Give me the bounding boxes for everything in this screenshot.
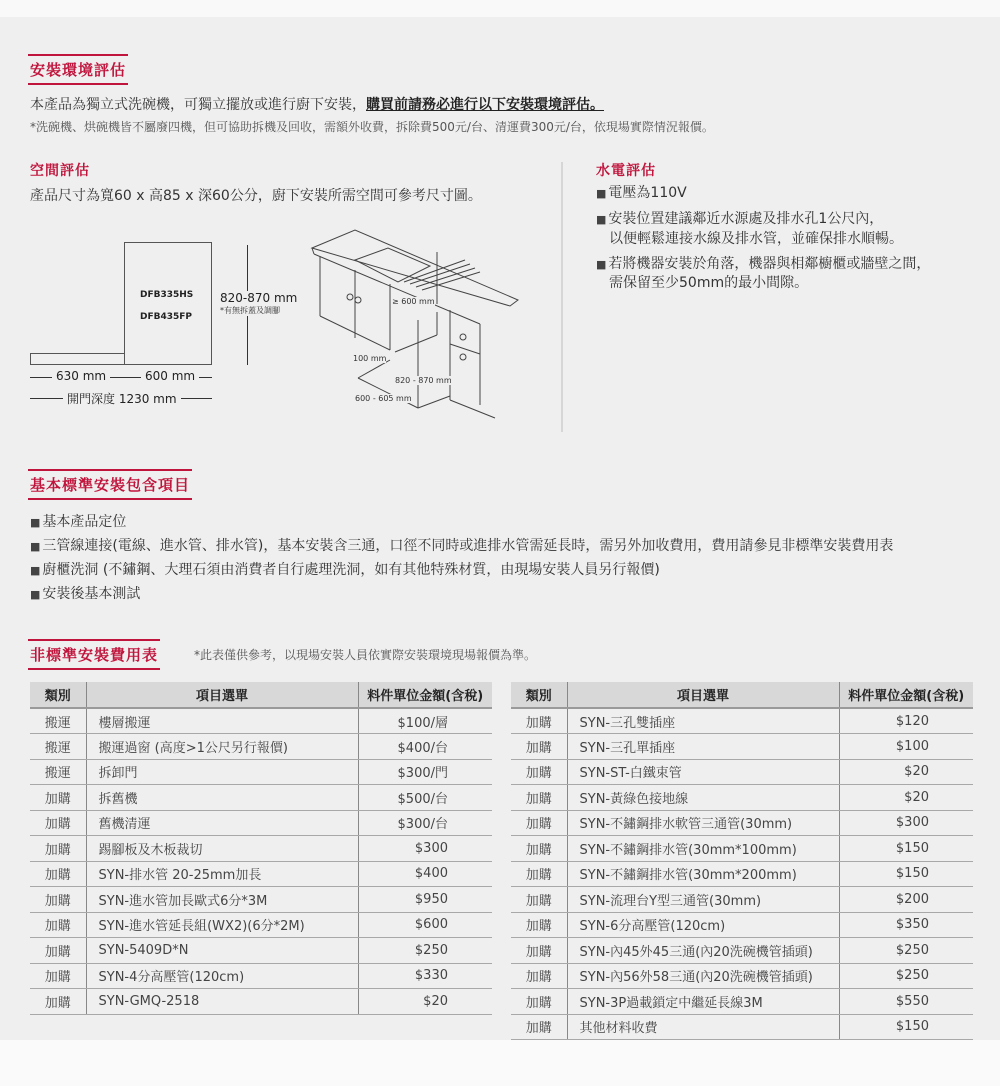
cell-item: SYN-不鏽鋼排水管(30mm*200mm) <box>567 861 839 887</box>
power-item-corner: ■ 若將機器安裝於角落，機器與相鄰櫥櫃或牆壁之間， <box>596 255 930 274</box>
fee-table-note: *此表僅供參考，以現場安裝人員依實際安裝環境現場報價為準。 <box>194 648 537 662</box>
cell-price: $100 <box>839 734 973 760</box>
table-row <box>511 989 973 1015</box>
door-open-shape <box>30 353 125 365</box>
cell-item: 搬運過窗 (高度>1公尺另行報價) <box>86 734 358 760</box>
section-title-standard-install: 基本標準安裝包含項目 <box>28 469 192 500</box>
cell-category: 加購 <box>511 734 567 760</box>
standard-item-positioning: ■ 基本產品定位 <box>30 513 126 532</box>
cell-item: 拆舊機 <box>86 785 358 811</box>
table-row <box>511 887 973 913</box>
cell-price: $400 <box>358 861 492 887</box>
cell-category: 加購 <box>30 810 86 836</box>
cell-category: 加購 <box>511 785 567 811</box>
table-header-row <box>511 682 973 708</box>
cell-item: SYN-三孔雙插座 <box>567 708 839 734</box>
cell-category: 搬運 <box>30 759 86 785</box>
table-row <box>30 785 492 811</box>
table-row <box>511 912 973 938</box>
bottom-area <box>0 1040 1000 1086</box>
cell-price: $500/台 <box>358 785 492 811</box>
table-row <box>30 938 492 964</box>
power-item-corner-cont: 需保留至少50mm的最小間隙。 <box>609 275 809 291</box>
table-row <box>511 836 973 862</box>
section-title-fee-table: 非標準安裝費用表 <box>28 639 160 670</box>
cell-price: $400/台 <box>358 734 492 760</box>
cell-item: SYN-排水管 20-25mm加長 <box>86 861 358 887</box>
table-row <box>30 734 492 760</box>
column-divider <box>561 162 563 432</box>
cell-category: 加購 <box>511 887 567 913</box>
cell-item: SYN-4分高壓管(120cm) <box>86 963 358 989</box>
cell-item: 其他材料收費 <box>567 1014 839 1040</box>
cell-price: $250 <box>839 963 973 989</box>
cell-category: 加購 <box>511 963 567 989</box>
intro-bold: 購買前請務必進行以下安裝環境評估。 <box>366 97 604 113</box>
cell-category: 加購 <box>30 785 86 811</box>
cell-category: 加購 <box>511 938 567 964</box>
table-row <box>511 963 973 989</box>
cell-price: $300 <box>358 836 492 862</box>
table-row <box>30 989 492 1015</box>
cell-price: $250 <box>839 938 973 964</box>
cell-category: 加購 <box>511 836 567 862</box>
table-row <box>511 708 973 734</box>
open-depth-dim: 開門深度 1230 mm <box>63 390 181 407</box>
cell-category: 加購 <box>30 836 86 862</box>
cell-item: SYN-3P過載鎖定中繼延長線3M <box>567 989 839 1015</box>
cell-category: 加購 <box>511 810 567 836</box>
standard-item-pipes: ■ 三管線連接(電線、進水管、排水管)，基本安裝含三通，口徑不同時或進排水管需延長時，需另外加收費用，費用請參見非標準安裝費用表 <box>30 537 893 556</box>
fee-table-left <box>30 682 492 1015</box>
power-eval-title: 水電評估 <box>596 163 656 179</box>
cell-category: 加購 <box>511 912 567 938</box>
cell-price: $550 <box>839 989 973 1015</box>
cell-category: 加購 <box>511 708 567 734</box>
height-note: *有無拆蓋及調腳 <box>220 306 280 315</box>
cell-item: SYN-內56外58三通(內20洗碗機管插頭) <box>567 963 839 989</box>
table-row <box>30 759 492 785</box>
cell-category: 加購 <box>511 989 567 1015</box>
cabinet-height-dim: 820 - 870 mm <box>395 376 452 385</box>
cell-price: $20 <box>358 989 492 1015</box>
cell-item: 舊機清運 <box>86 810 358 836</box>
table-row <box>511 810 973 836</box>
cabinet-width-dim: ≥ 600 mm <box>392 297 435 306</box>
cell-price: $20 <box>839 785 973 811</box>
standard-item-testing: ■ 安裝後基本測試 <box>30 585 140 604</box>
cell-price: $300 <box>839 810 973 836</box>
table-row <box>30 810 492 836</box>
cell-price: $120 <box>839 708 973 734</box>
table-row <box>30 708 492 734</box>
col-header-item: 項目選單 <box>567 682 839 708</box>
cell-item: SYN-5409D*N <box>86 938 358 964</box>
col-header-item: 項目選單 <box>86 682 358 708</box>
cell-category: 加購 <box>511 861 567 887</box>
cell-item: SYN-6分高壓管(120cm) <box>567 912 839 938</box>
table-row <box>511 1014 973 1040</box>
table-row <box>511 759 973 785</box>
table-row <box>511 938 973 964</box>
col-header-category: 類別 <box>511 682 567 708</box>
cell-item: 樓層搬運 <box>86 708 358 734</box>
intro-normal: 本產品為獨立式洗碗機，可獨立擺放或進行廚下安裝， <box>30 97 366 113</box>
recycle-note: *洗碗機、烘碗機皆不屬廢四機，但可協助拆機及回收，需額外收費，拆除費500元/台、清運費300元/台，依現場實際情況報價。 <box>30 120 714 134</box>
standard-item-cabinet-hole: ■ 廚櫃洗洞 (不鏽鋼、大理石須由消費者自行處理洗洞，如有其他特殊材質，由現場安裝人員另行報價) <box>30 561 660 580</box>
section-title-install-env: 安裝環境評估 <box>28 54 128 85</box>
cell-price: $950 <box>358 887 492 913</box>
cell-category: 加購 <box>511 1014 567 1040</box>
power-item-location: ■ 安裝位置建議鄰近水源處及排水孔1公尺內， <box>596 210 883 229</box>
cell-price: $200 <box>839 887 973 913</box>
cabinet-depth-dim: 600 - 605 mm <box>355 394 412 403</box>
cell-item: 拆卸門 <box>86 759 358 785</box>
table-header-row <box>30 682 492 708</box>
cell-price: $300/台 <box>358 810 492 836</box>
top-bar <box>0 0 1000 17</box>
col-header-price: 料件單位金額(含稅) <box>358 682 492 708</box>
table-row <box>30 963 492 989</box>
col-header-price: 料件單位金額(含稅) <box>839 682 973 708</box>
cell-price: $150 <box>839 836 973 862</box>
cell-item: SYN-黃綠色接地線 <box>567 785 839 811</box>
cell-price: $150 <box>839 1014 973 1040</box>
cell-price: $330 <box>358 963 492 989</box>
cell-price: $100/層 <box>358 708 492 734</box>
fee-table-right <box>511 682 973 1040</box>
cell-price: $150 <box>839 861 973 887</box>
model-label-2: DFB435FP <box>140 312 193 322</box>
cell-item: SYN-不鏽鋼排水軟管三通管(30mm) <box>567 810 839 836</box>
dishwasher-box <box>124 242 212 365</box>
table-row <box>30 887 492 913</box>
cell-category: 搬運 <box>30 734 86 760</box>
cell-category: 加購 <box>30 938 86 964</box>
cell-item: SYN-GMQ-2518 <box>86 989 358 1015</box>
cell-item: SYN-進水管延長組(WX2)(6分*2M) <box>86 912 358 938</box>
cell-item: SYN-不鏽鋼排水管(30mm*100mm) <box>567 836 839 862</box>
intro-text <box>30 96 604 114</box>
cell-item: SYN-流理台Y型三通管(30mm) <box>567 887 839 913</box>
cell-item: SYN-內45外45三通(內20洗碗機管插頭) <box>567 938 839 964</box>
cell-category: 加購 <box>30 963 86 989</box>
power-item-voltage: ■ 電壓為110V <box>596 184 687 203</box>
cell-category: 搬運 <box>30 708 86 734</box>
cell-item: SYN-進水管加長歐式6分*3M <box>86 887 358 913</box>
cell-item: 踢腳板及木板裁切 <box>86 836 358 862</box>
col-header-category: 類別 <box>30 682 86 708</box>
table-row <box>511 785 973 811</box>
table-row <box>30 912 492 938</box>
cell-category: 加購 <box>30 887 86 913</box>
table-row <box>511 861 973 887</box>
model-label-1: DFB335HS <box>140 290 194 300</box>
cell-price: $600 <box>358 912 492 938</box>
cell-category: 加購 <box>511 759 567 785</box>
cell-item: SYN-ST-白鐵束管 <box>567 759 839 785</box>
space-eval-title: 空間評估 <box>30 163 90 179</box>
depth-dim: 600 mm <box>141 369 199 383</box>
door-dim: 630 mm <box>52 369 110 383</box>
cell-item: SYN-三孔單插座 <box>567 734 839 760</box>
power-item-location-cont: 以便輕鬆連接水線及排水管，並確保排水順暢。 <box>609 231 903 247</box>
height-dim: 820-870 mm <box>220 291 298 305</box>
cell-category: 加購 <box>30 912 86 938</box>
table-row <box>30 836 492 862</box>
cell-price: $250 <box>358 938 492 964</box>
table-row <box>511 734 973 760</box>
cell-price: $350 <box>839 912 973 938</box>
table-row <box>30 861 492 887</box>
cell-price: $300/門 <box>358 759 492 785</box>
cabinet-toe-dim: 100 mm <box>353 354 387 363</box>
cell-category: 加購 <box>30 861 86 887</box>
cell-price: $20 <box>839 759 973 785</box>
cell-category: 加購 <box>30 989 86 1015</box>
space-desc: 產品尺寸為寬60 x 高85 x 深60公分，廚下安裝所需空間可參考尺寸圖。 <box>30 188 482 204</box>
